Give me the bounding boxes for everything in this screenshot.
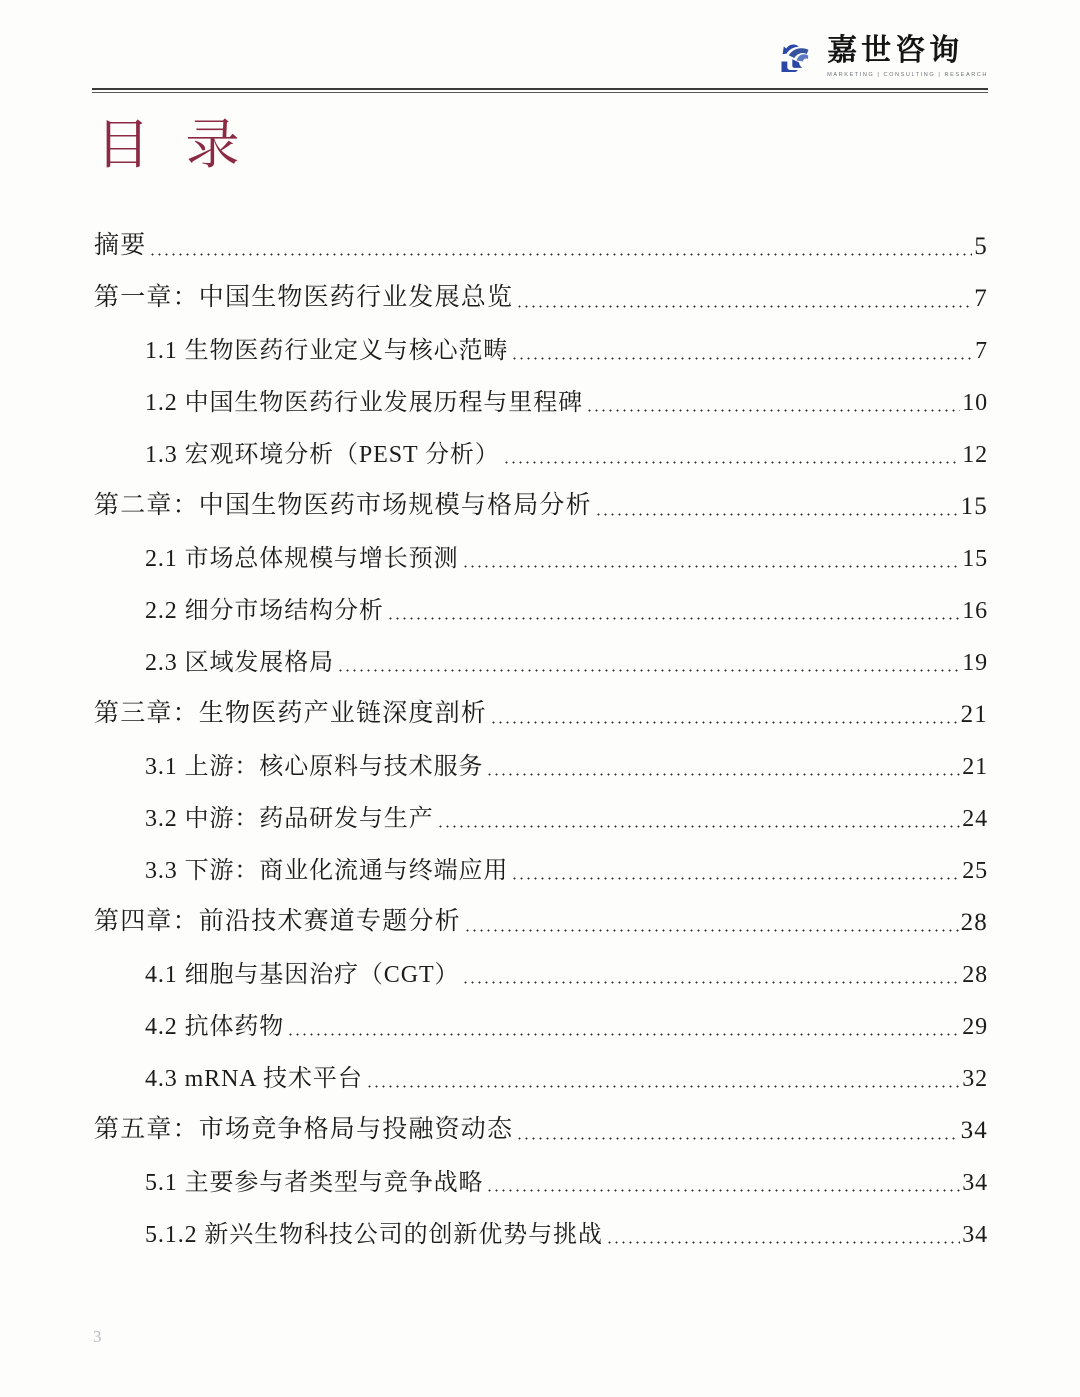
toc-entry-label: 5.1 主要参与者类型与竞争战略 — [145, 1170, 484, 1196]
toc-entry-label: 第一章：中国生物医药行业发展总览 — [94, 284, 514, 311]
toc-entry-page-number: 28 — [962, 962, 988, 988]
toc-entry-label: 4.3 mRNA 技术平台 — [145, 1066, 363, 1092]
divider-thin-line — [92, 92, 988, 93]
toc-entry-page-number: 15 — [960, 493, 988, 520]
toc-entry-page-number: 32 — [962, 1066, 988, 1092]
toc-chapter-entry[interactable] — [92, 889, 988, 941]
toc-dot-leader — [486, 773, 960, 776]
toc-section-entry[interactable] — [92, 1045, 988, 1097]
toc-chapter-entry[interactable] — [92, 681, 988, 733]
toc-dot-leader — [366, 1085, 960, 1088]
toc-section-entry[interactable] — [92, 525, 988, 577]
toc-section-entry[interactable] — [92, 421, 988, 473]
toc-chapter-entry[interactable] — [92, 1097, 988, 1149]
toc-entry-label: 2.1 市场总体规模与增长预测 — [145, 546, 459, 572]
toc-section-entry[interactable] — [92, 1149, 988, 1201]
toc-dot-leader — [516, 305, 972, 308]
toc-section-entry[interactable] — [92, 993, 988, 1045]
toc-dot-leader — [387, 617, 960, 620]
toc-entry-label: 第四章：前沿技术赛道专题分析 — [94, 908, 461, 935]
page-number: 3 — [93, 1327, 102, 1346]
toc-entry-label: 第三章：生物医药产业链深度剖析 — [94, 700, 488, 727]
toc-dot-leader — [149, 253, 972, 256]
toc-entry-page-number: 10 — [962, 390, 988, 416]
toc-entry-page-number: 24 — [962, 806, 988, 832]
toc-entry-page-number: 34 — [960, 1117, 988, 1144]
toc-dot-leader — [586, 409, 960, 412]
toc-entry-label: 第五章：市场竞争格局与投融资动态 — [94, 1116, 514, 1143]
toc-entry-label: 4.2 抗体药物 — [145, 1014, 285, 1040]
toc-entry-label: 5.1.2 新兴生物科技公司的创新优势与挑战 — [145, 1222, 603, 1248]
toc-dot-leader — [511, 877, 960, 880]
toc-entry-page-number: 5 — [974, 233, 988, 260]
toc-entry-label: 1.1 生物医药行业定义与核心范畴 — [145, 338, 509, 364]
brand-logo — [775, 33, 988, 78]
toc-section-entry[interactable] — [92, 941, 988, 993]
toc-entry-label: 第二章：中国生物医药市场规模与格局分析 — [94, 492, 592, 519]
toc-entry-page-number: 34 — [962, 1170, 988, 1196]
toc-dot-leader — [595, 513, 959, 516]
toc-section-entry[interactable] — [92, 577, 988, 629]
toc-chapter-entry[interactable] — [92, 213, 988, 265]
toc-entry-page-number: 7 — [974, 285, 988, 312]
toc-entry-label: 摘要 — [94, 232, 147, 259]
toc-chapter-entry[interactable] — [92, 473, 988, 525]
toc-dot-leader — [486, 1189, 960, 1192]
toc-entry-label: 1.2 中国生物医药行业发展历程与里程碑 — [145, 390, 583, 416]
toc-dot-leader — [606, 1241, 960, 1244]
brand-subtitle: MARKETING | CONSULTING | RESEARCH — [827, 71, 988, 78]
toc-entry-page-number: 21 — [962, 754, 988, 780]
toc-entry-page-number: 21 — [960, 701, 988, 728]
toc-section-entry[interactable] — [92, 837, 988, 889]
brand-name: 嘉世咨询 — [827, 33, 964, 68]
toc-dot-leader — [287, 1033, 960, 1036]
toc-dot-leader — [516, 1137, 958, 1140]
toc-entry-page-number: 15 — [962, 546, 988, 572]
toc-entry-label: 2.3 区域发展格局 — [145, 650, 334, 676]
toc-section-entry[interactable] — [92, 733, 988, 785]
toc-entry-page-number: 12 — [962, 442, 988, 468]
toc-entry-label: 3.2 中游：药品研发与生产 — [145, 806, 434, 832]
toc-entry-label: 4.1 细胞与基因治疗（CGT） — [145, 962, 460, 988]
toc-section-entry[interactable] — [92, 1201, 988, 1253]
toc-dot-leader — [503, 461, 961, 464]
toc-section-entry[interactable] — [92, 317, 988, 369]
page-title: 目 录 — [96, 115, 251, 175]
toc-entry-page-number: 25 — [962, 858, 988, 884]
toc-entry-page-number: 19 — [962, 650, 988, 676]
toc-section-entry[interactable] — [92, 369, 988, 421]
toc-entry-page-number: 16 — [962, 598, 988, 624]
toc-dot-leader — [437, 825, 961, 828]
toc-entry-page-number: 7 — [975, 338, 988, 364]
toc-entry-page-number: 28 — [960, 909, 988, 936]
toc-chapter-entry[interactable] — [92, 265, 988, 317]
table-of-contents — [92, 213, 988, 1253]
toc-dot-leader — [462, 565, 961, 568]
brand-text-block — [827, 33, 988, 78]
page-header — [0, 0, 1080, 96]
toc-entry-label: 2.2 细分市场结构分析 — [145, 598, 384, 624]
toc-section-entry[interactable] — [92, 785, 988, 837]
toc-dot-leader — [462, 981, 960, 984]
toc-entry-label: 3.1 上游：核心原料与技术服务 — [145, 754, 484, 780]
jiashi-logo-icon — [775, 37, 815, 77]
toc-section-entry[interactable] — [92, 629, 988, 681]
toc-dot-leader — [464, 929, 959, 932]
toc-entry-label: 3.3 下游：商业化流通与终端应用 — [145, 858, 509, 884]
toc-dot-leader — [337, 669, 960, 672]
toc-entry-page-number: 29 — [962, 1014, 988, 1040]
header-divider — [92, 88, 988, 93]
toc-dot-leader — [511, 357, 973, 360]
toc-entry-label: 1.3 宏观环境分析（PEST 分析） — [145, 442, 500, 468]
toc-dot-leader — [490, 721, 959, 724]
toc-entry-page-number: 34 — [962, 1222, 988, 1248]
